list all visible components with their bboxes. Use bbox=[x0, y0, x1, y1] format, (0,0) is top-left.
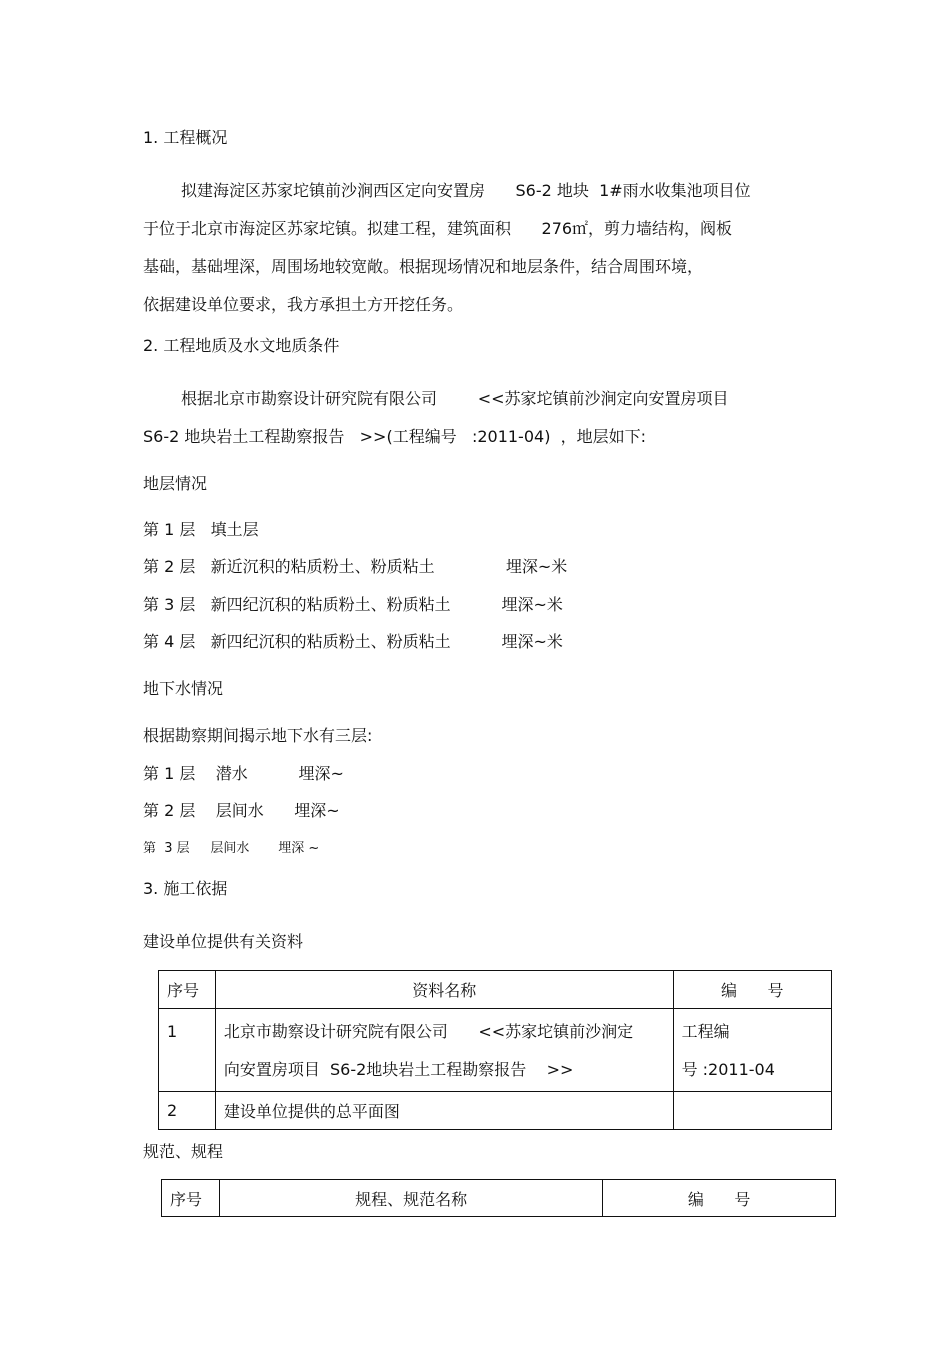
table-header-row bbox=[159, 971, 832, 1009]
column-header: 序号 bbox=[159, 971, 216, 1009]
standards-table bbox=[161, 1179, 836, 1217]
column-header: 资料名称 bbox=[215, 971, 673, 1009]
column-header: 序号 bbox=[162, 1180, 220, 1217]
strata-title: 地层情况 bbox=[143, 474, 208, 493]
section-1-heading: 1. 工程概况 bbox=[143, 128, 228, 147]
groundwater-intro: 根据勘察期间揭示地下水有三层: bbox=[143, 726, 373, 745]
table-cell: 建设单位提供的总平面图 bbox=[215, 1092, 673, 1130]
strata-item: 第 4 层 新四纪沉积的粘质粉土、粉质粘土 埋深~米 bbox=[143, 632, 563, 651]
cell-line: 北京市勘察设计研究院有限公司 <<苏家坨镇前沙涧定 bbox=[223, 1022, 634, 1041]
section-1-paragraph-line: 依据建设单位要求，我方承担土方开挖任务。 bbox=[143, 295, 464, 314]
section-1-paragraph-line: 拟建海淀区苏家坨镇前沙涧西区定向安置房 S6-2 地块 1#雨水收集池项目位 bbox=[181, 181, 751, 200]
materials-table bbox=[158, 970, 832, 1130]
strata-item: 第 1 层 填土层 bbox=[143, 520, 259, 539]
column-header: 规程、规范名称 bbox=[219, 1180, 602, 1217]
materials-title: 建设单位提供有关资料 bbox=[143, 932, 304, 951]
table-cell bbox=[673, 1092, 831, 1130]
column-header: 编 号 bbox=[603, 1180, 836, 1217]
strata-item: 第 2 层 新近沉积的粘质粉土、粉质粘土 埋深~米 bbox=[143, 557, 568, 576]
cell-line: 向安置房项目 S6-2地块岩土工程勘察报告 >> bbox=[223, 1060, 574, 1079]
cell-line: 号 :2011-04 bbox=[681, 1060, 775, 1079]
table-cell bbox=[673, 1009, 831, 1092]
groundwater-item: 第 1 层 潜水 埋深~ bbox=[143, 764, 344, 783]
strata-item: 第 3 层 新四纪沉积的粘质粉土、粉质粘土 埋深~米 bbox=[143, 595, 563, 614]
groundwater-item: 第 2 层 层间水 埋深~ bbox=[143, 801, 340, 820]
groundwater-item: 第 3 层 层间水 埋深 ~ bbox=[143, 841, 320, 856]
section-1-paragraph-line: 基础，基础埋深，周围场地较宽敞。根据现场情况和地层条件，结合周围环境， bbox=[143, 257, 704, 276]
table-row bbox=[159, 1092, 832, 1130]
section-2-heading: 2. 工程地质及水文地质条件 bbox=[143, 336, 340, 355]
table-cell: 2 bbox=[159, 1092, 216, 1130]
table-header-row bbox=[162, 1180, 836, 1217]
table-cell: 1 bbox=[159, 1009, 216, 1092]
table-row bbox=[159, 1009, 832, 1092]
section-2-paragraph-line: 根据北京市勘察设计研究院有限公司 <<苏家坨镇前沙涧定向安置房项目 bbox=[181, 389, 729, 408]
column-header: 编 号 bbox=[673, 971, 831, 1009]
table-cell bbox=[215, 1009, 673, 1092]
section-3-heading: 3. 施工依据 bbox=[143, 879, 228, 898]
groundwater-title: 地下水情况 bbox=[143, 679, 224, 698]
section-2-paragraph-line: S6-2 地块岩土工程勘察报告 >>(工程编号 :2011-04) ，地层如下: bbox=[143, 427, 646, 446]
section-1-paragraph-line: 于位于北京市海淀区苏家坨镇。拟建工程，建筑面积 276㎡，剪力墙结构，阀板 bbox=[143, 219, 733, 238]
cell-line: 工程编 bbox=[681, 1022, 730, 1041]
standards-title: 规范、规程 bbox=[143, 1142, 224, 1161]
